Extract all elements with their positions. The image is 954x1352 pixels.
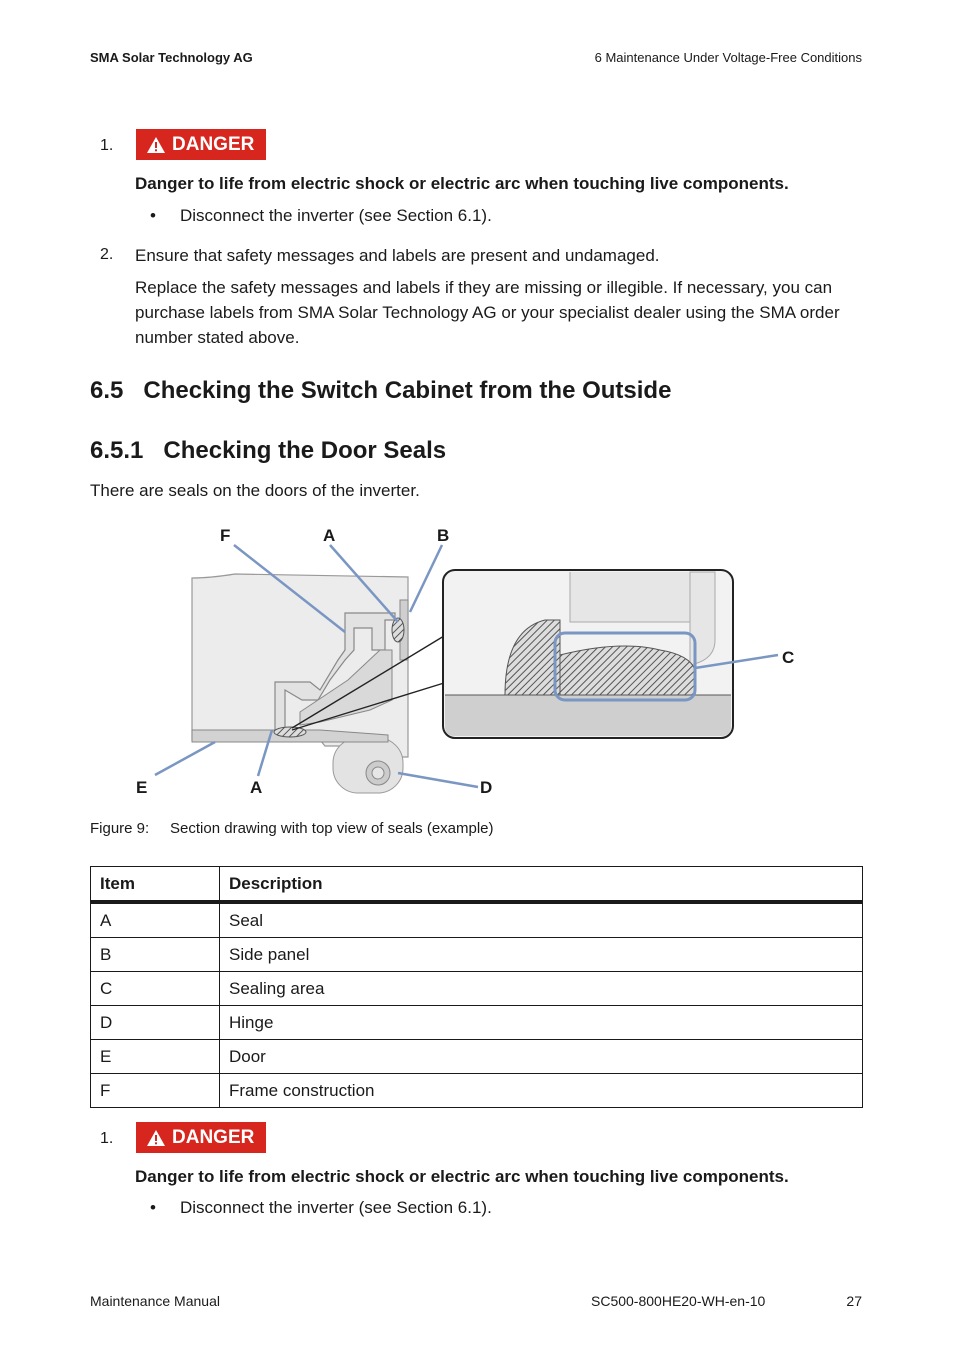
bullet-marker: • — [150, 206, 156, 225]
table-header-row — [91, 867, 863, 903]
label-b: B — [437, 526, 450, 545]
table-cell-item: D — [91, 1006, 220, 1040]
table-header-description: Description — [220, 867, 863, 903]
danger-label: DANGER — [172, 134, 255, 155]
step-number: 2. — [100, 246, 114, 263]
label-d: D — [480, 778, 493, 797]
table-cell-item: A — [91, 902, 220, 938]
table-cell-item: E — [91, 1040, 220, 1074]
footer-doc-code: SC500-800HE20-WH-en-10 — [591, 1293, 766, 1309]
paragraph-line: Replace the safety messages and labels if they are missing or illegible. If necessary, you can — [135, 278, 833, 297]
label-a-bottom: A — [250, 778, 263, 797]
table-cell-description: Frame construction — [220, 1074, 863, 1108]
label-f: F — [220, 526, 231, 545]
danger-label: DANGER — [172, 1127, 255, 1148]
danger-badge — [136, 1122, 266, 1153]
table-header-item: Item — [91, 867, 220, 903]
table-cell-item: B — [91, 938, 220, 972]
bullet-text: Disconnect the inverter (see Section 6.1). — [180, 1198, 492, 1217]
table-cell-description: Side panel — [220, 938, 863, 972]
paragraph-line: number stated above. — [135, 328, 300, 347]
warning-icon — [146, 1129, 166, 1147]
label-c: C — [782, 648, 795, 667]
table-cell-description: Seal — [220, 902, 863, 938]
warning-icon — [146, 136, 166, 154]
table-row — [91, 938, 863, 972]
header-company: SMA Solar Technology AG — [90, 50, 253, 65]
table-row — [91, 902, 863, 938]
table-cell-description: Door — [220, 1040, 863, 1074]
step-paragraph — [135, 275, 875, 350]
danger-badge — [136, 129, 266, 160]
label-e: E — [136, 778, 148, 797]
footer-manual: Maintenance Manual — [90, 1293, 220, 1309]
label-a-top: A — [323, 526, 336, 545]
danger-title: Danger to life from electric shock or electric arc when touching live components. — [135, 174, 789, 193]
items-table — [90, 866, 863, 1108]
callout-lines — [155, 545, 778, 787]
table-cell-description: Sealing area — [220, 972, 863, 1006]
paragraph-line: purchase labels from SMA Solar Technology AG or your specialist dealer using the SMA order — [135, 303, 840, 322]
step-number: 1. — [100, 1130, 114, 1147]
step-number: 1. — [100, 137, 114, 154]
table-row — [91, 1006, 863, 1040]
table-row — [91, 1040, 863, 1074]
bullet-marker: • — [150, 1198, 156, 1217]
header-chapter: 6 Maintenance Under Voltage-Free Conditions — [594, 50, 862, 65]
bullet-text: Disconnect the inverter (see Section 6.1). — [180, 206, 492, 225]
danger-title: Danger to life from electric shock or electric arc when touching live components. — [135, 1167, 789, 1186]
page-number: 27 — [846, 1293, 862, 1309]
subsection-heading: 6.5.1 Checking the Door Seals — [90, 437, 447, 464]
table-cell-item: C — [91, 972, 220, 1006]
table-cell-description: Hinge — [220, 1006, 863, 1040]
section-heading: 6.5 Checking the Switch Cabinet from the Outside — [90, 377, 672, 404]
section-intro: There are seals on the doors of the inverter. — [90, 481, 420, 500]
table-row — [91, 1074, 863, 1108]
table-cell-item: F — [91, 1074, 220, 1108]
step-text: Ensure that safety messages and labels are present and undamaged. — [135, 246, 660, 265]
seal-detail-view — [443, 570, 733, 738]
table-row — [91, 972, 863, 1006]
cabinet-cross-section — [192, 574, 408, 793]
figure-caption: Figure 9: Section drawing with top view of seals (example) — [90, 820, 494, 837]
